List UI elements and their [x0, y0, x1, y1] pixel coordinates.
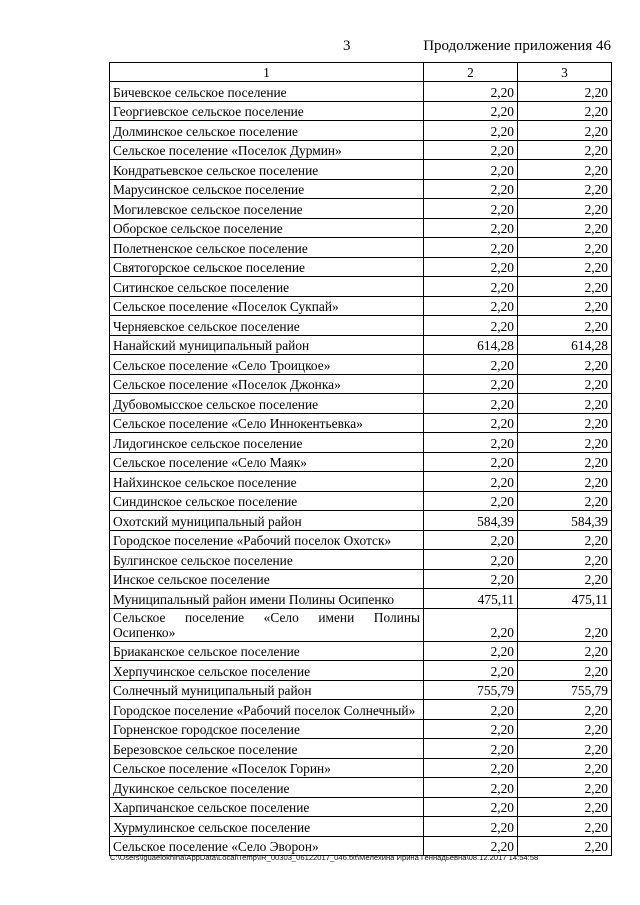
- table-row: [110, 700, 612, 720]
- value-cell-col3: 2,20: [518, 797, 612, 817]
- table-row: [110, 472, 612, 492]
- municipality-name-cell: Охотский муниципальный район: [110, 511, 424, 531]
- value-cell-col2: 2,20: [424, 238, 518, 258]
- value-cell-col3: 2,20: [518, 778, 612, 798]
- table-row: [110, 778, 612, 798]
- value-cell-col3: 2,20: [518, 277, 612, 297]
- value-cell-col3: 2,20: [518, 491, 612, 511]
- municipality-name-cell: Сельское поселение «Село Иннокентьевка»: [110, 413, 424, 433]
- table-row: [110, 316, 612, 336]
- table-row: [110, 452, 612, 472]
- value-cell-col2: 755,79: [424, 680, 518, 700]
- table-row: [110, 296, 612, 316]
- municipality-name-cell: Инское сельское поселение: [110, 569, 424, 589]
- table-row: [110, 199, 612, 219]
- municipality-name-cell: Бичевское сельское поселение: [110, 82, 424, 102]
- value-cell-col3: 2,20: [518, 140, 612, 160]
- table-row: [110, 374, 612, 394]
- value-cell-col3: 2,20: [518, 433, 612, 453]
- value-cell-col3: 2,20: [518, 836, 612, 856]
- municipality-name-cell: Городское поселение «Рабочий поселок Солнечный»: [110, 700, 424, 720]
- municipality-name-cell: Муниципальный район имени Полины Осипенко: [110, 589, 424, 609]
- page-number: 3: [343, 38, 351, 54]
- value-cell-col2: 2,20: [424, 296, 518, 316]
- municipality-name-cell: Могилевское сельское поселение: [110, 199, 424, 219]
- value-cell-col2: 2,20: [424, 413, 518, 433]
- table-row: [110, 491, 612, 511]
- table-row: [110, 121, 612, 141]
- value-cell-col2: 2,20: [424, 199, 518, 219]
- value-cell-col2: 614,28: [424, 335, 518, 355]
- municipality-name-cell: Березовское сельское поселение: [110, 739, 424, 759]
- municipality-name-cell: Оборское сельское поселение: [110, 218, 424, 238]
- table-row: [110, 218, 612, 238]
- table-row: [110, 394, 612, 414]
- value-cell-col3: 2,20: [518, 758, 612, 778]
- value-cell-col2: 2,20: [424, 797, 518, 817]
- value-cell-col2: 2,20: [424, 778, 518, 798]
- value-cell-col3: 2,20: [518, 374, 612, 394]
- value-cell-col2: 2,20: [424, 641, 518, 661]
- table-row: [110, 569, 612, 589]
- municipality-name-cell: Хурмулинское сельское поселение: [110, 817, 424, 837]
- value-cell-col2: 2,20: [424, 739, 518, 759]
- value-cell-col3: 2,20: [518, 160, 612, 180]
- value-cell-col2: 2,20: [424, 491, 518, 511]
- value-cell-col2: 2,20: [424, 550, 518, 570]
- value-cell-col3: 2,20: [518, 296, 612, 316]
- municipality-name-cell: Сельское поселение «Поселок Дурмин»: [110, 140, 424, 160]
- value-cell-col2: 2,20: [424, 719, 518, 739]
- table-row: [110, 335, 612, 355]
- value-cell-col2: 2,20: [424, 836, 518, 856]
- column-header-2: 2: [424, 63, 518, 82]
- value-cell-col3: 2,20: [518, 569, 612, 589]
- table-row: [110, 817, 612, 837]
- table-row: [110, 680, 612, 700]
- municipality-name-cell: Сельское поселение «Село имени Полины Осипенко»: [110, 608, 424, 641]
- municipality-name-cell: Горненское городское поселение: [110, 719, 424, 739]
- value-cell-col2: 2,20: [424, 700, 518, 720]
- table-row: [110, 641, 612, 661]
- value-cell-col2: 584,39: [424, 511, 518, 531]
- value-cell-col3: 2,20: [518, 413, 612, 433]
- value-cell-col3: 2,20: [518, 121, 612, 141]
- value-cell-col2: 475,11: [424, 589, 518, 609]
- municipality-name-cell: Нанайский муниципальный район: [110, 335, 424, 355]
- table-row: [110, 589, 612, 609]
- value-cell-col3: 2,20: [518, 218, 612, 238]
- value-cell-col2: 2,20: [424, 316, 518, 336]
- value-cell-col3: 2,20: [518, 530, 612, 550]
- table-row: [110, 160, 612, 180]
- municipality-name-cell: Дубовомысское сельское поселение: [110, 394, 424, 414]
- table-row: [110, 550, 612, 570]
- table-row: [110, 101, 612, 121]
- municipality-name-cell: Кондратьевское сельское поселение: [110, 160, 424, 180]
- value-cell-col2: 2,20: [424, 758, 518, 778]
- value-cell-col2: 2,20: [424, 82, 518, 102]
- value-cell-col3: 2,20: [518, 199, 612, 219]
- municipality-name-cell: Бриаканское сельское поселение: [110, 641, 424, 661]
- value-cell-col3: 584,39: [518, 511, 612, 531]
- table-row: [110, 355, 612, 375]
- table-row: [110, 797, 612, 817]
- value-cell-col3: 2,20: [518, 82, 612, 102]
- table-row: [110, 179, 612, 199]
- value-cell-col3: 2,20: [518, 452, 612, 472]
- value-cell-col3: 614,28: [518, 335, 612, 355]
- table-header-row: [110, 63, 612, 82]
- municipality-name-cell: Булгинское сельское поселение: [110, 550, 424, 570]
- municipality-name-cell: Сельское поселение «Поселок Сукпай»: [110, 296, 424, 316]
- value-cell-col3: 2,20: [518, 238, 612, 258]
- value-cell-col2: 2,20: [424, 530, 518, 550]
- value-cell-col3: 2,20: [518, 641, 612, 661]
- municipality-name-cell: Полетненское сельское поселение: [110, 238, 424, 258]
- municipality-name-cell: Лидогинское сельское поселение: [110, 433, 424, 453]
- table-row: [110, 661, 612, 681]
- value-cell-col3: 2,20: [518, 608, 612, 641]
- value-cell-col2: 2,20: [424, 277, 518, 297]
- value-cell-col3: 2,20: [518, 355, 612, 375]
- municipality-name-cell: Сельское поселение «Поселок Джонка»: [110, 374, 424, 394]
- value-cell-col3: 2,20: [518, 739, 612, 759]
- value-cell-col3: 2,20: [518, 817, 612, 837]
- table-body: [110, 82, 612, 856]
- municipality-name-cell: Сельское поселение «Село Троицкое»: [110, 355, 424, 375]
- value-cell-col3: 475,11: [518, 589, 612, 609]
- municipality-name-cell: Сельское поселение «Село Эворон»: [110, 836, 424, 856]
- municipality-name-cell: Святогорское сельское поселение: [110, 257, 424, 277]
- table-row: [110, 82, 612, 102]
- value-cell-col3: 2,20: [518, 719, 612, 739]
- value-cell-col2: 2,20: [424, 608, 518, 641]
- value-cell-col2: 2,20: [424, 472, 518, 492]
- municipality-name-cell: Марусинское сельское поселение: [110, 179, 424, 199]
- municipality-name-cell: Сельское поселение «Село Маяк»: [110, 452, 424, 472]
- value-cell-col2: 2,20: [424, 101, 518, 121]
- value-cell-col2: 2,20: [424, 661, 518, 681]
- value-cell-col2: 2,20: [424, 433, 518, 453]
- table-row: [110, 511, 612, 531]
- value-cell-col2: 2,20: [424, 179, 518, 199]
- file-path-footer: C:\Users\iguaelokhina\AppData\Local\Temp\IR_00303_06122017_046.txt\Мелехина Ирина Геннадьевна\08.12.2017 14:54:58: [110, 853, 539, 862]
- value-cell-col2: 2,20: [424, 569, 518, 589]
- value-cell-col2: 2,20: [424, 452, 518, 472]
- table-row: [110, 257, 612, 277]
- value-cell-col3: 2,20: [518, 257, 612, 277]
- value-cell-col2: 2,20: [424, 374, 518, 394]
- value-cell-col3: 2,20: [518, 179, 612, 199]
- table-row: [110, 719, 612, 739]
- municipality-name-cell: Черняевское сельское поселение: [110, 316, 424, 336]
- value-cell-col2: 2,20: [424, 355, 518, 375]
- table-row: [110, 608, 612, 641]
- value-cell-col2: 2,20: [424, 121, 518, 141]
- value-cell-col2: 2,20: [424, 817, 518, 837]
- table-row: [110, 758, 612, 778]
- table-row: [110, 739, 612, 759]
- value-cell-col3: 2,20: [518, 472, 612, 492]
- table-row: [110, 530, 612, 550]
- municipality-name-cell: Синдинское сельское поселение: [110, 491, 424, 511]
- municipality-name-cell: Георгиевское сельское поселение: [110, 101, 424, 121]
- column-header-1: 1: [110, 63, 424, 82]
- value-cell-col2: 2,20: [424, 218, 518, 238]
- municipality-name-cell: Долминское сельское поселение: [110, 121, 424, 141]
- municipality-name-cell: Харпичанское сельское поселение: [110, 797, 424, 817]
- municipality-name-cell: Дукинское сельское поселение: [110, 778, 424, 798]
- value-cell-col3: 2,20: [518, 101, 612, 121]
- municipality-name-cell: Найхинское сельское поселение: [110, 472, 424, 492]
- table-row: [110, 413, 612, 433]
- value-cell-col2: 2,20: [424, 394, 518, 414]
- municipality-name-cell: Солнечный муниципальный район: [110, 680, 424, 700]
- value-cell-col2: 2,20: [424, 257, 518, 277]
- municipality-name-cell: Сельское поселение «Поселок Горин»: [110, 758, 424, 778]
- value-cell-col3: 755,79: [518, 680, 612, 700]
- value-cell-col3: 2,20: [518, 394, 612, 414]
- municipality-name-cell: Городское поселение «Рабочий поселок Охотск»: [110, 530, 424, 550]
- municipality-name-cell: Ситинское сельское поселение: [110, 277, 424, 297]
- value-cell-col3: 2,20: [518, 661, 612, 681]
- value-cell-col3: 2,20: [518, 550, 612, 570]
- value-cell-col2: 2,20: [424, 160, 518, 180]
- table-row: [110, 140, 612, 160]
- column-header-3: 3: [518, 63, 612, 82]
- appropriations-table: [109, 62, 612, 856]
- value-cell-col3: 2,20: [518, 700, 612, 720]
- value-cell-col3: 2,20: [518, 316, 612, 336]
- table-row: [110, 238, 612, 258]
- table-row: [110, 433, 612, 453]
- table-row: [110, 277, 612, 297]
- municipality-name-cell: Херпучинское сельское поселение: [110, 661, 424, 681]
- appendix-continuation-title: Продолжение приложения 46: [423, 38, 611, 54]
- value-cell-col2: 2,20: [424, 140, 518, 160]
